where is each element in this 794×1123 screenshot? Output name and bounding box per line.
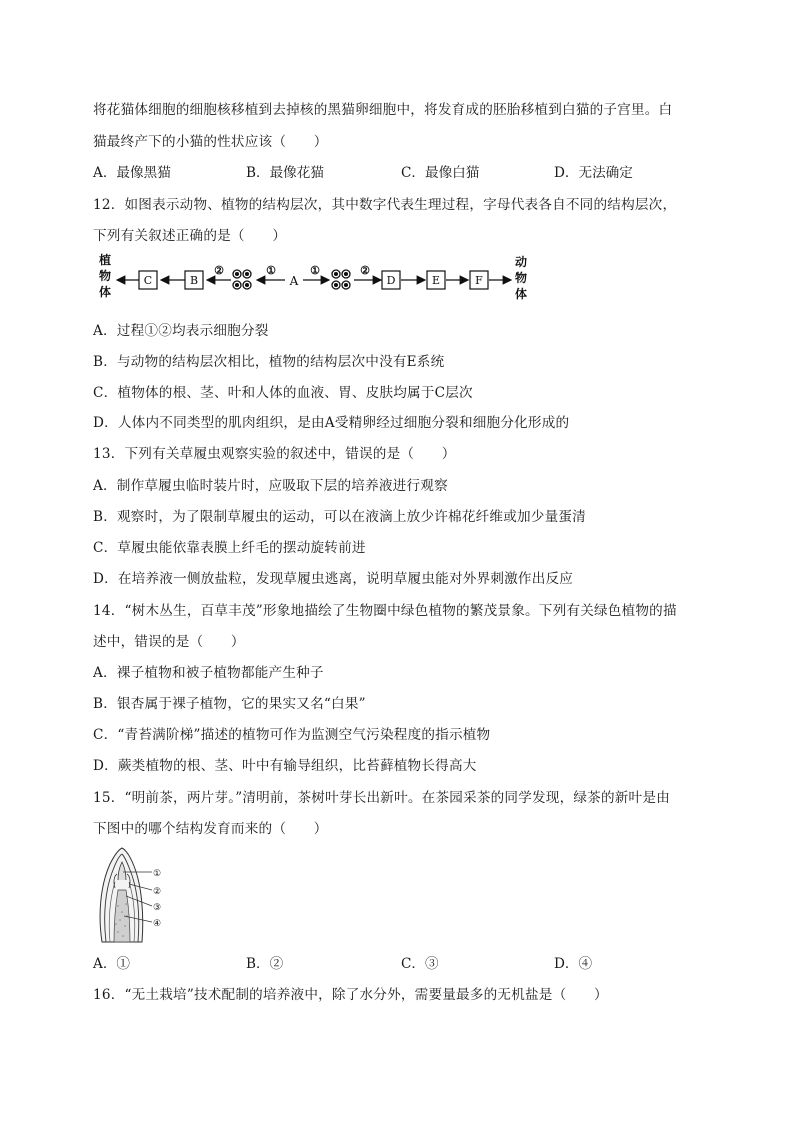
structure-levels-diagram xyxy=(95,252,545,306)
svg-text:物: 物 xyxy=(99,269,112,283)
q16-stem: 16．“无土栽培”技术配制的培养液中，除了水分外，需要量最多的无机盐是（ ） xyxy=(93,987,608,1003)
box-e-label: E xyxy=(431,274,441,287)
q12-option-b: B．与动物的结构层次相比，植物的结构层次中没有E系统 xyxy=(93,354,445,370)
box-d-label: D xyxy=(386,274,396,287)
process-1-left: ① xyxy=(266,264,276,277)
svg-text:植: 植 xyxy=(99,253,112,267)
q15-option-d: D．④ xyxy=(554,956,593,972)
q13-option-d: D．在培养液一侧放盐粒，发现草履虫逃离，说明草履虫能对外界刺激作出反应 xyxy=(93,571,574,587)
q13-option-c: C．草履虫能依靠表膜上纤毛的摆动旋转前进 xyxy=(93,540,366,556)
box-f-label: F xyxy=(475,274,483,287)
q13-option-b: B．观察时，为了限制草履虫的运动，可以在液滴上放少许棉花纤维或加少量蛋清 xyxy=(93,509,586,525)
fig-label-1: ① xyxy=(153,869,162,879)
box-b-label: B xyxy=(189,274,199,287)
q12-option-c: C．植物体的根、茎、叶和人体的血液、胃、皮肤均属于C层次 xyxy=(93,385,473,401)
q11-option-a: A．最像黑猫 xyxy=(93,165,171,181)
q15-stem-line-1: 15．“明前茶，两片芽。”清明前，茶树叶芽长出新叶。在茶园采茶的同学发现，绿茶的新叶是由 xyxy=(93,790,670,806)
q15-stem-line-2: 下图中的哪个结构发育而来的（ ） xyxy=(93,821,328,837)
q14-option-c: C．“青苔满阶梯”描述的植物可作为监测空气污染程度的指示植物 xyxy=(93,727,491,743)
q13-stem: 13．下列有关草履虫观察实验的叙述中，错误的是（ ） xyxy=(93,446,456,462)
q15-option-b: B．② xyxy=(246,956,284,972)
q11-stem-line-2: 猫最终产下的小猫的性状应该（ ） xyxy=(93,134,328,150)
four-cells-left xyxy=(233,270,251,289)
leaf-bud-figure xyxy=(96,846,168,946)
four-cells-right xyxy=(332,270,350,289)
q14-option-a: A．裸子植物和被子植物都能产生种子 xyxy=(93,665,324,681)
q11-option-d: D．无法确定 xyxy=(554,165,633,181)
process-1-right: ① xyxy=(310,264,320,277)
q11-option-c: C．最像白猫 xyxy=(401,165,480,181)
svg-text:体: 体 xyxy=(515,287,528,301)
q14-stem-line-1: 14．“树木丛生，百草丰茂”形象地描绘了生物圈中绿色植物的繁茂景象。下列有关绿色植物的描 xyxy=(93,603,677,619)
q14-option-d: D．蕨类植物的根、茎、叶中有输导组织，比苔藓植物长得高大 xyxy=(93,758,477,774)
svg-text:体: 体 xyxy=(99,285,112,299)
plant-body-label xyxy=(99,252,111,299)
q15-option-c: C．③ xyxy=(401,956,439,972)
q11-stem-line-1: 将花猫体细胞的细胞核移植到去掉核的黑猫卵细胞中，将发育成的胚胎移植到白猫的子宫里。白 xyxy=(93,102,673,118)
fig-label-3: ③ xyxy=(153,903,162,913)
fig-label-4: ④ xyxy=(153,919,162,929)
label-a: A xyxy=(289,274,299,288)
process-2-right: ② xyxy=(360,264,370,277)
fig-label-2: ② xyxy=(153,887,162,897)
animal-body-label xyxy=(515,254,527,301)
svg-text:动: 动 xyxy=(515,255,528,269)
svg-text:物: 物 xyxy=(515,271,528,285)
process-2-left: ② xyxy=(214,264,224,277)
q12-option-a: A．过程①②均表示细胞分裂 xyxy=(93,323,269,339)
box-c-label: C xyxy=(143,274,153,287)
q12-stem-line-2: 下列有关叙述正确的是（ ） xyxy=(93,228,287,244)
q12-stem-line-1: 12．如图表示动物、植物的结构层次，其中数字代表生理过程，字母代表各自不同的结构层次， xyxy=(93,197,677,213)
q15-option-a: A．① xyxy=(93,956,131,972)
q14-option-b: B．银杏属于裸子植物，它的果实又名“白果” xyxy=(93,696,366,712)
q13-option-a: A．制作草履虫临时装片时，应吸取下层的培养液进行观察 xyxy=(93,478,448,494)
q14-stem-line-2: 述中，错误的是（ ） xyxy=(93,634,245,650)
q12-option-d: D．人体内不同类型的肌肉组织，是由A受精卵经过细胞分裂和细胞分化形成的 xyxy=(93,415,570,431)
q11-option-b: B．最像花猫 xyxy=(246,165,324,181)
